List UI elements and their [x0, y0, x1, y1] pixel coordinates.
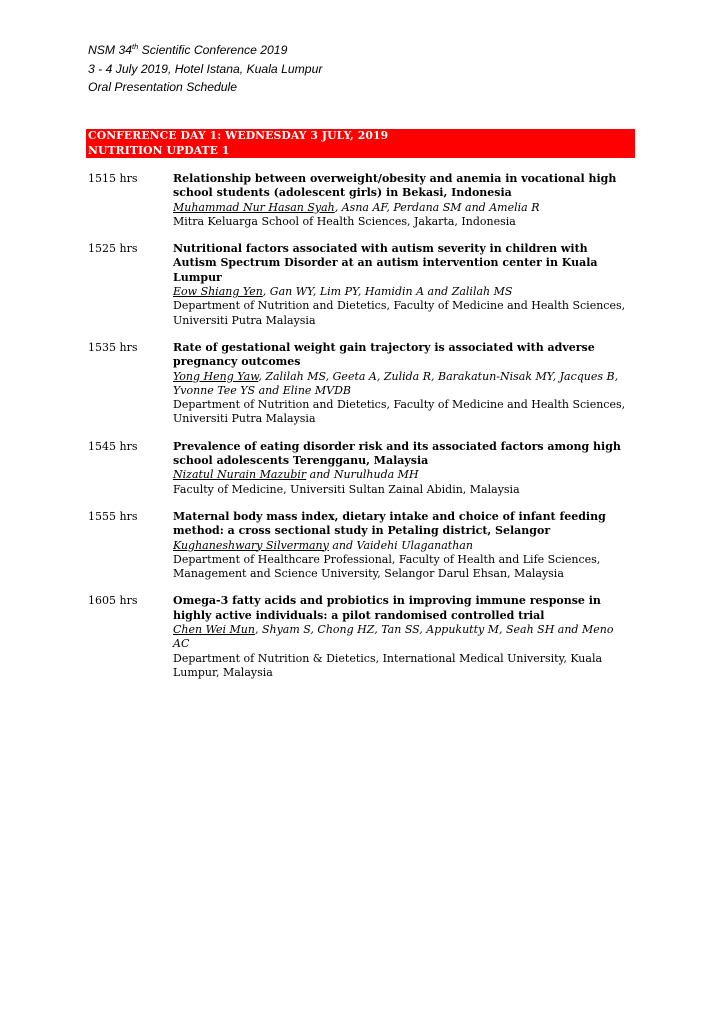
presentation-title: Prevalence of eating disorder risk and its associated factors among high school adolescents Terengganu, Malaysia	[173, 439, 621, 468]
presentation-authors	[173, 623, 633, 652]
presenting-author: Kughaneshwary Silvermany	[173, 538, 329, 552]
conference-date-venue: 3 - 4 July 2019, Hotel Istana, Kuala Lumpur	[88, 61, 323, 76]
presentation-authors	[173, 539, 633, 553]
presentation-entry	[88, 172, 633, 229]
presentation-title: Omega-3 fatty acids and probiotics in improving immune response in highly active individuals: a pilot randomised controlled trial	[173, 594, 601, 622]
presentation-entry	[88, 341, 633, 427]
day-banner	[86, 129, 635, 158]
presenting-author: Eow Shiang Yen	[173, 285, 263, 299]
presentation-authors	[173, 285, 633, 299]
presentation-entry	[88, 242, 633, 328]
co-authors: , Shyam S, Chong HZ, Tan SS, Appukutty M, Seah SH and Meno AC	[173, 623, 614, 651]
presentation-list	[88, 172, 633, 693]
presenting-author: Nizatul Nurain Mazubir	[173, 468, 307, 482]
co-authors: , Gan WY, Lim PY, Hamidin A and Zalilah MS	[262, 285, 513, 299]
presenting-author: Yong Heng Yaw	[173, 369, 259, 383]
presentation-title: Rate of gestational weight gain trajectory is associated with adverse pregnancy outcomes	[173, 340, 595, 369]
co-authors: and Nurulhuda MH	[306, 468, 419, 482]
presentation-entry	[88, 440, 633, 497]
presentation-entry	[88, 594, 633, 680]
presentation-time: 1515 hrs	[88, 172, 138, 185]
presentation-affiliation: Department of Nutrition & Dietetics, International Medical University, Kuala Lumpur, Malaysia	[173, 651, 603, 679]
day-heading: CONFERENCE DAY 1: WEDNESDAY 3 JULY, 2019	[88, 129, 389, 142]
co-authors: and Vaidehi Ulaganathan	[328, 538, 473, 552]
session-heading: NUTRITION UPDATE 1	[88, 143, 230, 157]
presentation-title: Nutritional factors associated with autism severity in children with Autism Spectrum Disorder at an autism intervention center in Kuala Lumpur	[173, 242, 598, 284]
presenting-author: Chen Wei Mun	[173, 623, 255, 637]
conference-name: NSM 34th Scientific Conference 2019	[88, 42, 288, 57]
schedule-title: Oral Presentation Schedule	[88, 80, 238, 94]
presentation-authors	[173, 201, 633, 215]
co-authors: , Asna AF, Perdana SM and Amelia R	[334, 200, 540, 214]
presentation-time: 1555 hrs	[88, 509, 138, 523]
presentation-time: 1525 hrs	[88, 242, 138, 256]
presentation-time: 1605 hrs	[88, 594, 138, 608]
presentation-affiliation: Department of Nutrition and Dietetics, Faculty of Medicine and Health Sciences, Universiti Putra Malaysia	[173, 299, 626, 327]
co-authors: , Zalilah MS, Geeta A, Zulida R, Barakatun-Nisak MY, Jacques B, Yvonne Tee YS and Eline MVDB	[173, 369, 619, 397]
presentation-affiliation: Mitra Keluarga School of Health Sciences, Jakarta, Indonesia	[173, 214, 516, 228]
presentation-affiliation: Department of Healthcare Professional, Faculty of Health and Life Sciences, Management and Science University, Selangor Darul Ehsan, Malaysia	[173, 552, 601, 581]
presentation-entry	[88, 510, 633, 581]
presentation-title: Relationship between overweight/obesity and anemia in vocational high school students (adolescent girls) in Bekasi, Indonesia	[173, 172, 617, 200]
presentation-time: 1545 hrs	[88, 439, 138, 453]
presentation-affiliation: Faculty of Medicine, Universiti Sultan Zainal Abidin, Malaysia	[173, 482, 520, 496]
presentation-affiliation: Department of Nutrition and Dietetics, Faculty of Medicine and Health Sciences, Universiti Putra Malaysia	[173, 398, 626, 426]
document-header	[88, 41, 322, 97]
presentation-authors	[173, 468, 633, 482]
presentation-time: 1535 hrs	[88, 340, 138, 354]
presentation-authors	[173, 370, 633, 399]
presenting-author: Muhammad Nur Hasan Syah	[173, 200, 335, 214]
presentation-title: Maternal body mass index, dietary intake and choice of infant feeding method: a cross sectional study in Petaling district, Selangor	[173, 509, 606, 538]
